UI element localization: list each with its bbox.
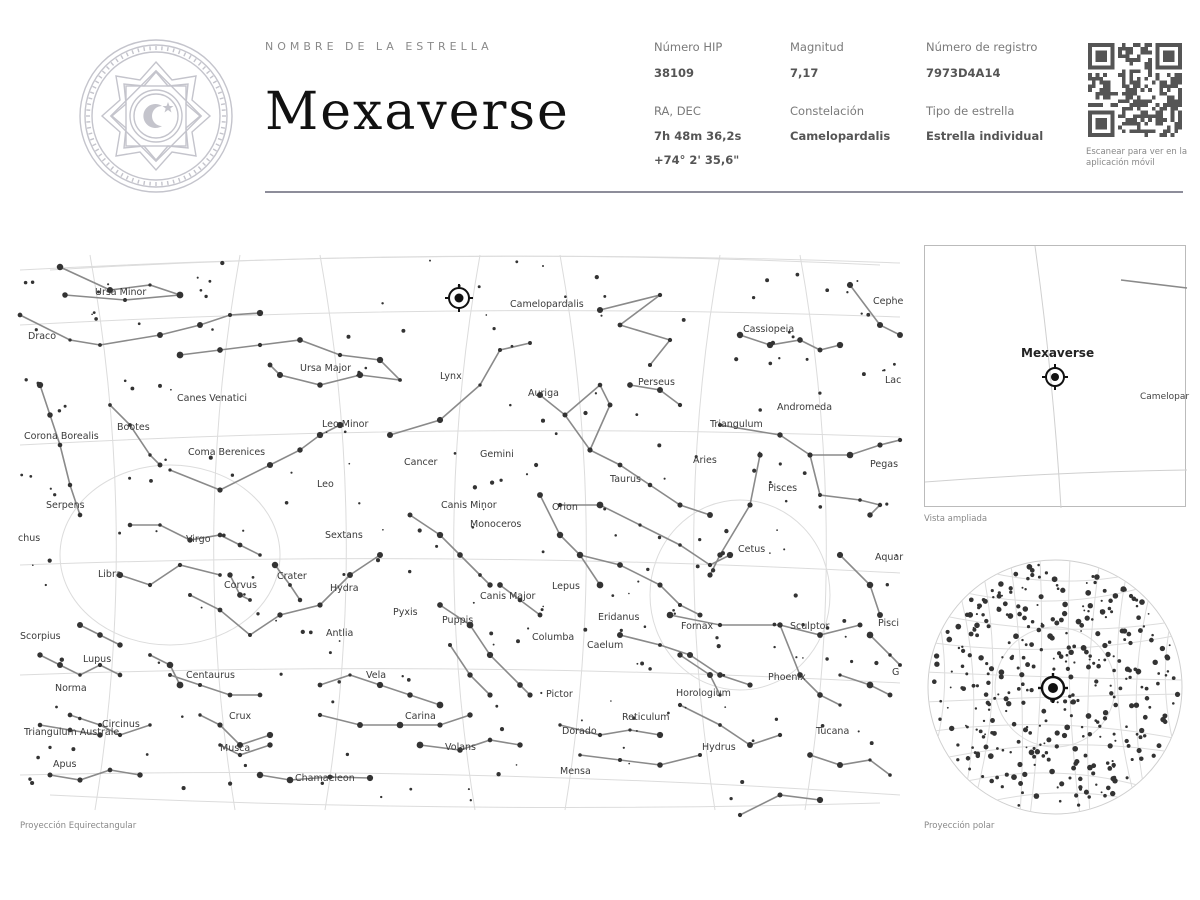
constellation-label: Virgo: [186, 534, 211, 545]
zoom-grid: [925, 246, 1190, 508]
constellation-label: Lupus: [83, 654, 112, 665]
constellation-label: Chamaeleon: [295, 773, 355, 784]
constellation-label: Lac: [885, 375, 902, 386]
constellation-label: Centaurus: [186, 670, 235, 681]
star-name-label: NOMBRE DE LA ESTRELLA: [265, 40, 493, 53]
constellation-label: Dorado: [562, 726, 597, 737]
star-type-value: Estrella individual: [926, 129, 1044, 143]
constellation-label: Ursa Major: [300, 363, 352, 374]
constellation-label: Sextans: [325, 530, 363, 541]
zoom-star-label: Mexaverse: [1021, 346, 1095, 360]
polar-star-map: [926, 558, 1184, 816]
constellation-label: Pisces: [768, 483, 798, 494]
constellation-label: Apus: [53, 759, 77, 770]
constellation-label: Caelum: [587, 640, 624, 651]
qr-code-icon[interactable]: [1088, 43, 1182, 137]
constellation-label: Vela: [366, 670, 387, 681]
constellation-label: Canis Minor: [441, 500, 497, 511]
constellation-label: Corona Borealis: [24, 431, 99, 442]
constellation-label: Sculptor: [790, 621, 830, 632]
constellation-label: Cassiopeia: [743, 324, 795, 335]
constellation-label: Crux: [229, 711, 252, 722]
constellation-label: Cetus: [738, 544, 766, 555]
constellation-label: Auriga: [528, 388, 559, 399]
target-marker-icon: [445, 284, 473, 312]
constellation-label: Scorpius: [20, 631, 61, 642]
constellation-label: Phoenix: [768, 672, 806, 683]
constellation-label: G: [892, 667, 900, 678]
constellation-label: Triangulum Australe: [24, 727, 120, 738]
constellation-label: Cephe: [873, 296, 904, 307]
hip-value: 38109: [654, 66, 695, 80]
constellation-label: chus: [18, 533, 41, 544]
ra-value: 7h 48m 36,2s: [654, 129, 742, 143]
constellation-label: Fornax: [681, 621, 714, 632]
zoom-view: [924, 245, 1190, 507]
constellation-label: Libra: [98, 569, 122, 580]
polar-caption: Proyección polar: [924, 821, 995, 831]
constellation-label: Camelopardalis: [510, 299, 584, 310]
constellation-label: Norma: [55, 683, 87, 694]
constellation-label: Musca: [220, 743, 251, 754]
constellation-label: Ursa Minor: [95, 287, 147, 298]
star-name: Mexaverse: [265, 82, 570, 142]
constellation-label: Pictor: [546, 689, 573, 700]
radec-label: RA, DEC: [654, 104, 701, 118]
equirectangular-caption: Proyección Equirectangular: [20, 821, 137, 831]
constellation-label: Pyxis: [393, 607, 418, 618]
seal-emblem-icon: [76, 36, 236, 196]
constellation-label: Serpens: [46, 500, 85, 511]
constellation-label: Triangulum: [710, 419, 763, 430]
constellation-label: Cancer: [404, 457, 438, 468]
equirectangular-star-map: [18, 255, 904, 810]
constellation-label: Reticulum: [622, 712, 670, 723]
constellation-label: Aries: [693, 455, 717, 466]
target-marker-icon: [1042, 364, 1068, 390]
constellation-label: Lepus: [552, 581, 580, 592]
constellation-label: Andromeda: [777, 402, 833, 413]
constellation-label: Pisci: [878, 618, 899, 629]
constellation-label: Antlia: [326, 628, 354, 639]
zoom-caption: Vista ampliada: [924, 514, 988, 524]
constellation-label: Lynx: [440, 371, 462, 382]
star-type-label: Tipo de estrella: [926, 104, 1015, 118]
constellation-label: Eridanus: [598, 612, 640, 623]
constellation-label: Puppis: [442, 615, 474, 626]
magnitude-value: 7,17: [790, 66, 819, 80]
constellation-label: Crater: [277, 571, 307, 582]
constellation-label: Volans: [445, 742, 477, 753]
constellation-label: Perseus: [638, 377, 675, 388]
constellation-label: Draco: [28, 331, 57, 342]
constellation-label: Circinus: [102, 719, 140, 730]
constellation-label: Coma Berenices: [188, 447, 266, 458]
constellation-label: Leo Minor: [322, 419, 369, 430]
constellation-label: Canis Major: [480, 591, 536, 602]
constellation-label: Hydrus: [702, 742, 736, 753]
header-divider: [265, 191, 1183, 193]
constellation-label: Leo: [317, 479, 334, 490]
registry-value: 7973D4A14: [926, 66, 1001, 80]
constellation-label: Constelación: [790, 104, 865, 118]
qr-caption: Escanear para ver en la aplicación móvil: [1086, 147, 1188, 168]
constellation-label: Bootes: [117, 422, 150, 433]
constellation-label: Carina: [405, 711, 436, 722]
constellation-label: Monoceros: [470, 519, 522, 530]
constellation-label: Taurus: [610, 474, 641, 485]
constellation-label: Orion: [552, 502, 578, 513]
magnitude-label: Magnitud: [790, 40, 844, 54]
constellation-label: Pegas: [870, 459, 899, 470]
constellation-label: Hydra: [330, 583, 359, 594]
registry-label: Número de registro: [926, 40, 1038, 54]
constellation-label: Gemini: [480, 449, 514, 460]
hip-label: Número HIP: [654, 40, 723, 54]
dec-value: +74° 2' 35,6": [654, 153, 740, 167]
constellation-label: Horologium: [676, 688, 731, 699]
constellation-label: Canes Venatici: [177, 393, 247, 404]
constellation-value: Camelopardalis: [790, 129, 891, 143]
constellation-label: Mensa: [560, 766, 591, 777]
constellation-label: Tucana: [816, 726, 850, 737]
constellation-label: Columba: [532, 632, 575, 643]
constellation-label: Aquar: [875, 552, 904, 563]
zoom-constellation-label: Camelopar: [1140, 392, 1190, 402]
constellation-label: Corvus: [224, 580, 257, 591]
